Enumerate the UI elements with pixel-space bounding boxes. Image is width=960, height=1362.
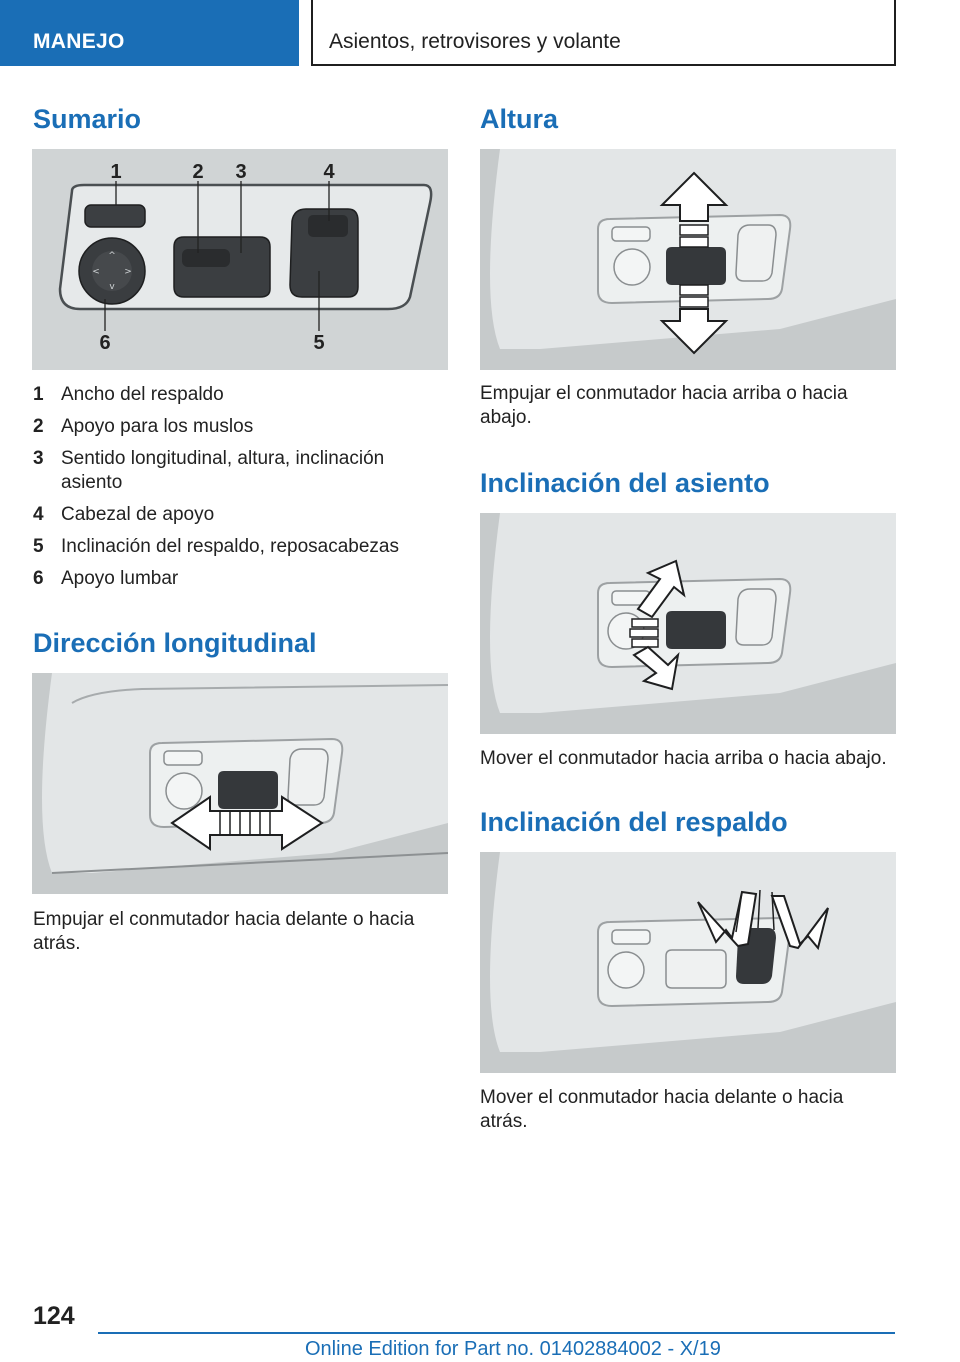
legend-text: Inclinación del respaldo, reposacabezas [61, 536, 399, 557]
backrest-tilt-heading: Inclinación del respaldo [480, 807, 788, 837]
legend-text: Cabezal de apoyo [61, 504, 215, 525]
longitudinal-adjustment-drawing [32, 673, 448, 894]
legend-item [33, 535, 433, 559]
longitudinal-caption: Empujar el conmutador hacia delante o hacia atrás. [33, 909, 415, 954]
figure-label-4: 4 [323, 161, 335, 183]
seat-controls-overview-drawing [32, 149, 448, 370]
longitudinal-heading: Dirección longitudinal [33, 628, 317, 658]
section-tab [0, 0, 299, 66]
legend-item [33, 447, 433, 495]
legend-text: Apoyo para los muslos [61, 416, 254, 437]
legend-number: 2 [33, 416, 44, 437]
svg-text:v: v [109, 282, 115, 292]
seat-tilt-heading: Inclinación del asiento [480, 468, 770, 498]
height-heading: Altura [480, 104, 559, 134]
backrest-tilt-image [480, 852, 896, 1073]
summary-heading: Sumario [33, 104, 142, 134]
legend-text: Sentido longitudinal, altura, inclinación asiento [61, 448, 385, 493]
legend-number: 6 [33, 568, 44, 589]
legend-item [33, 567, 433, 591]
figure-label-1: 1 [110, 161, 122, 183]
legend-item [33, 383, 433, 407]
backrest-tilt-caption: Mover el conmutador hacia delante o hacia atrás. [480, 1087, 844, 1132]
height-caption: Empujar el conmutador hacia arriba o hacia abajo. [480, 383, 848, 428]
legend-number: 5 [33, 536, 44, 557]
seat-tilt-drawing [480, 513, 896, 734]
chapter-title: Asientos, retrovisores y volante [329, 30, 621, 53]
legend-item [33, 415, 433, 439]
figure-label-5: 5 [313, 332, 325, 354]
seat-tilt-image [480, 513, 896, 734]
backrest-tilt-drawing [480, 852, 896, 1073]
svg-text:<: < [92, 267, 100, 277]
chapter-tab [311, 0, 896, 66]
svg-text:>: > [124, 267, 132, 277]
legend-number: 4 [33, 504, 44, 525]
svg-text:^: ^ [108, 251, 116, 261]
figure-label-6: 6 [99, 332, 111, 354]
seat-tilt-caption: Mover el conmutador hacia arriba o hacia abajo. [480, 748, 887, 769]
section-label: MANEJO [33, 30, 125, 53]
height-adjustment-drawing [480, 149, 896, 370]
footer-divider [98, 1332, 895, 1334]
seat-controls-overview-image [32, 149, 448, 370]
legend-text: Ancho del respaldo [61, 384, 224, 405]
legend-item [33, 503, 433, 527]
figure-label-3: 3 [235, 161, 247, 183]
edition-note: Online Edition for Part no. 01402884002 - X/19 [305, 1338, 721, 1360]
legend-number: 1 [33, 384, 44, 405]
page-number: 124 [33, 1302, 75, 1330]
legend-number: 3 [33, 448, 44, 469]
longitudinal-adjustment-image [32, 673, 448, 894]
height-adjustment-image [480, 149, 896, 370]
summary-legend [33, 383, 433, 599]
legend-text: Apoyo lumbar [61, 568, 179, 589]
figure-label-2: 2 [192, 161, 204, 183]
